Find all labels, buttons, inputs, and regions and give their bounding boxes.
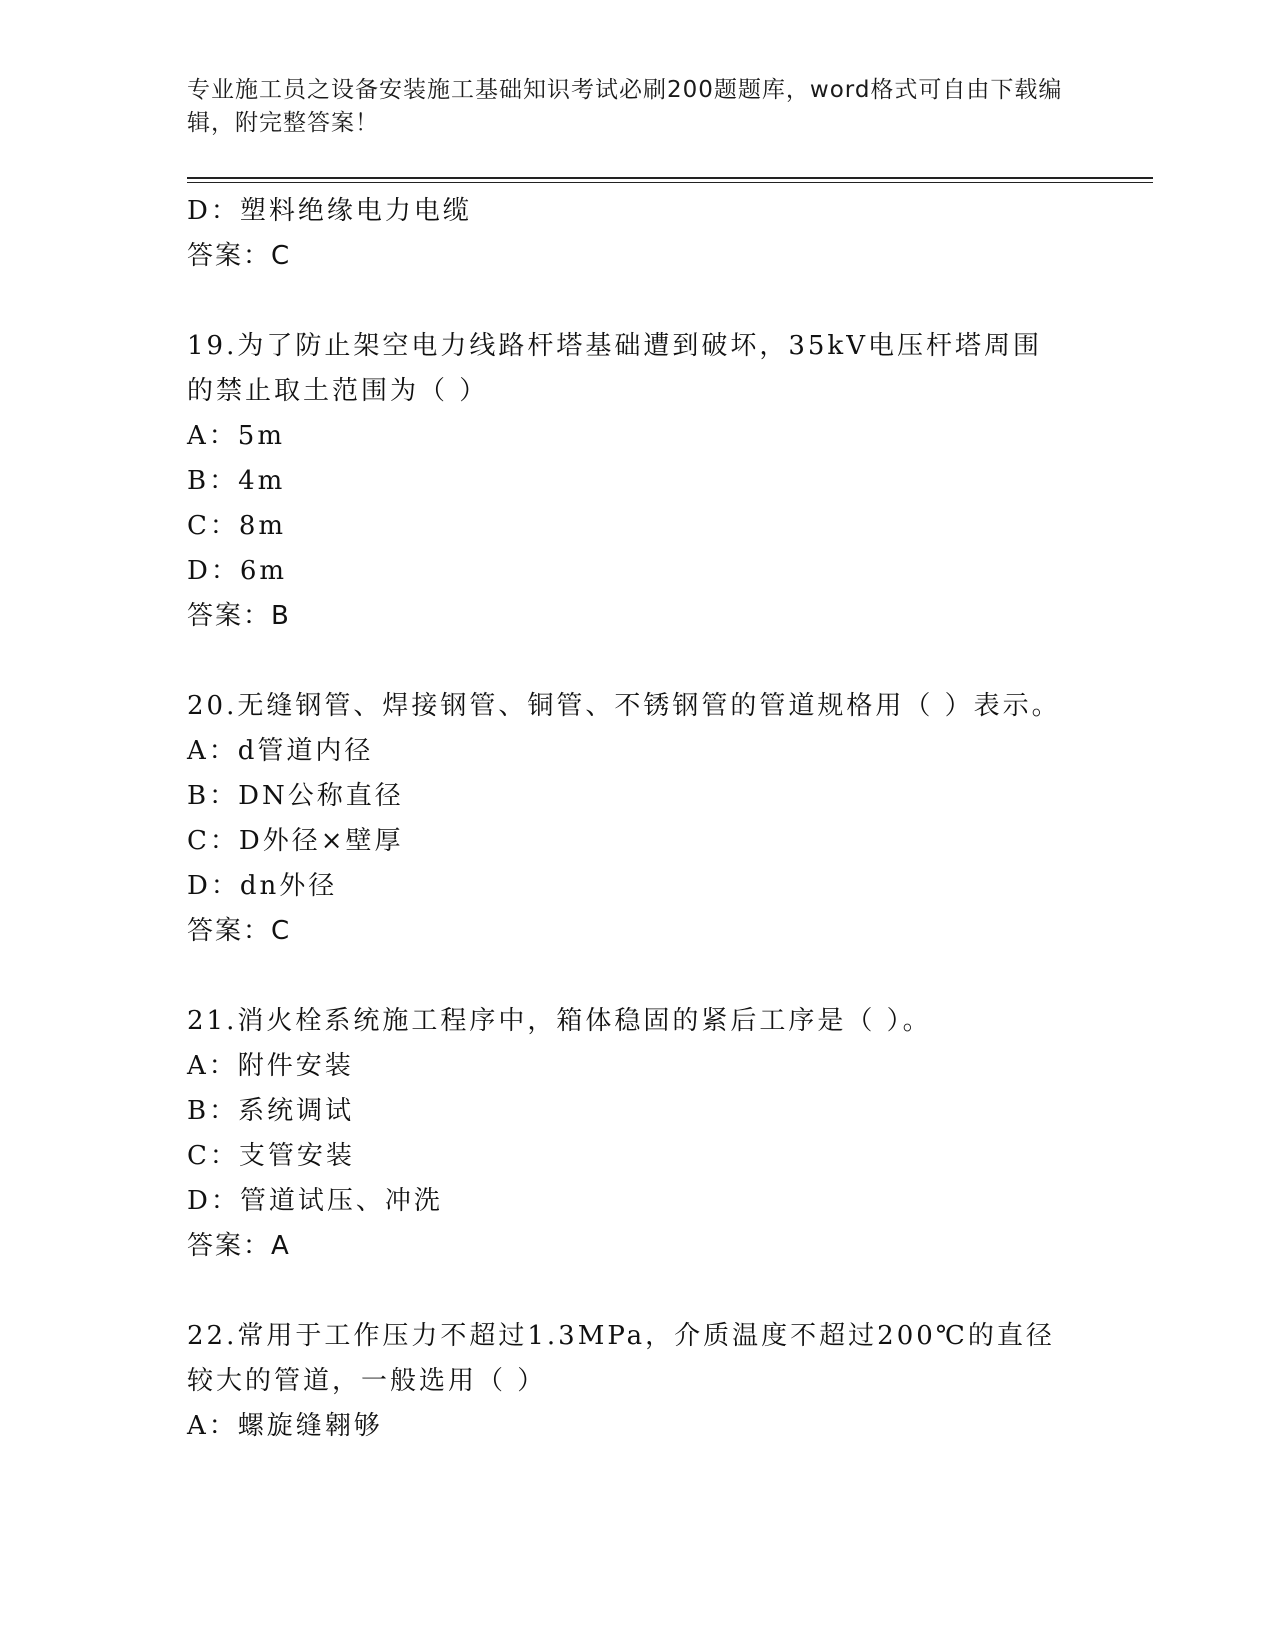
option-a: A：5m [187, 421, 285, 451]
answer-line: 答案：C [187, 916, 292, 946]
option-b: B：4m [187, 466, 286, 496]
question-text: 22.常用于工作压力不超过1.3MPa，介质温度不超过200℃的直径较大的管道，一般选用（ ） [187, 1321, 1055, 1396]
header-divider [187, 177, 1153, 179]
answer-line: 答案：A [187, 1231, 291, 1261]
option-c: C：8m [187, 511, 287, 541]
option-d: D：塑料绝缘电力电缆 [187, 196, 472, 226]
answer-line: 答案：C [187, 241, 292, 271]
option-a: A：附件安装 [187, 1051, 354, 1081]
option-b: B：系统调试 [187, 1096, 355, 1126]
header-divider-thin [187, 182, 1153, 183]
document-header [187, 74, 1067, 140]
option-d: D：6m [187, 556, 288, 586]
option-d: D：管道试压、冲洗 [187, 1186, 443, 1216]
option-c: C：D外径×壁厚 [187, 826, 404, 856]
option-d: D：dn外径 [187, 871, 338, 901]
option-c: C：支管安装 [187, 1141, 355, 1171]
question-21 [187, 999, 1067, 1269]
question-22 [187, 1314, 1067, 1449]
option-a: A：d管道内径 [187, 736, 374, 766]
question-text: 20.无缝钢管、焊接钢管、铜管、不锈钢管的管道规格用（ ）表示。 [187, 691, 1061, 721]
question-text: 19.为了防止架空电力线路杆塔基础遭到破坏，35kV电压杆塔周围的禁止取土范围为（ ） [187, 331, 1042, 406]
question-19 [187, 324, 1067, 639]
question-text: 21.消火栓系统施工程序中，箱体稳固的紧后工序是（ ）。 [187, 1006, 932, 1036]
previous-question-tail [187, 189, 1067, 279]
option-b: B：DN公称直径 [187, 781, 404, 811]
question-20 [187, 684, 1067, 954]
answer-line: 答案：B [187, 601, 291, 631]
header-title: 专业施工员之设备安装施工基础知识考试必刷200题题库，word格式可自由下载编辑，附完整答案！ [187, 77, 1063, 136]
option-a: A：螺旋缝翱够 [187, 1411, 383, 1441]
document-body [187, 189, 1067, 1449]
